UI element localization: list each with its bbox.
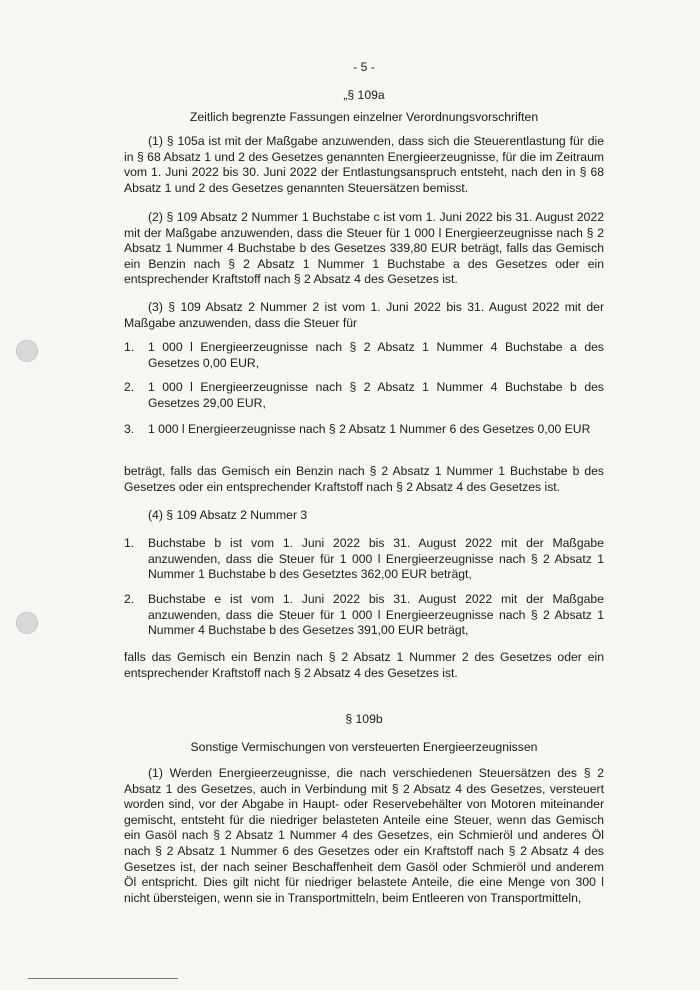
section-title-109a: Zeitlich begrenzte Fassungen einzelner Verordnungsvorschriften	[189, 110, 539, 124]
list-item-text: 1 000 l Energieerzeugnisse nach § 2 Absatz 1 Nummer 4 Buchstabe b des Gesetzes 29,00 EUR,	[148, 380, 604, 410]
paragraph-109a-4-intro: (4) § 109 Absatz 2 Nummer 3	[148, 508, 308, 522]
list-item-number: 2.	[124, 592, 135, 606]
list-item-text: Buchstabe b ist vom 1. Juni 2022 bis 31. August 2022 mit der Maßgabe anzuwenden, dass die Steuer für 1 000 l Energieerzeugnisse nach § 2 Absatz 1 Nummer 1 Buchstabe b des Gesetztes 362,00 EUR beträgt,	[148, 536, 604, 582]
punch-hole	[16, 340, 38, 362]
paragraph-109a-3-outro: beträgt, falls das Gemisch ein Benzin nach § 2 Absatz 1 Nummer 1 Buchstabe b des Gesetzes oder ein entsprechender Kraftstoff nach § 2 Absatz 4 des Gesetzes ist.	[124, 464, 604, 494]
paragraph-109a-4-outro: falls das Gemisch ein Benzin nach § 2 Absatz 1 Nummer 2 des Gesetzes oder ein entsprechender Kraftstoff nach § 2 Absatz 4 des Gesetzes ist.	[124, 650, 604, 680]
section-title-109b: Sonstige Vermischungen von versteuerten Energieerzeugnissen	[190, 740, 538, 754]
list-item-text: Buchstabe e ist vom 1. Juni 2022 bis 31. August 2022 mit der Maßgabe anzuwenden, dass die Steuer für 1 000 l Energieerzeugnisse nach § 2 Absatz 1 Nummer 4 Buchstabe b des Gesetzes 391,00 EUR beträgt,	[148, 592, 604, 638]
list-item-number: 3.	[124, 422, 135, 436]
list-item-number: 1.	[124, 340, 135, 354]
list-item-number: 1.	[124, 536, 135, 550]
scan-edge-line	[28, 978, 178, 979]
paragraph-109a-2: (2) § 109 Absatz 2 Nummer 1 Buchstabe c ist vom 1. Juni 2022 bis 31. August 2022 mit der Maßgabe anzuwenden, dass die Steuer für 1 000 l Energieerzeugnisse nach § 2 Absatz 1 Nummer 4 Buchstabe b des Gesetzes 339,80 EUR beträgt, falls das Gemisch ein Benzin nach § 2 Absatz 1 Nummer 1 Buchstabe a des Gesetzes oder ein entsprechender Kraftstoff nach § 2 Absatz 4 des Gesetzes ist.	[124, 210, 604, 287]
list-item-text: 1 000 l Energieerzeugnisse nach § 2 Absatz 1 Nummer 6 des Gesetzes 0,00 EUR	[148, 422, 591, 436]
punch-hole	[16, 612, 38, 634]
list-item-number: 2.	[124, 380, 135, 394]
page-number: - 5 -	[353, 60, 375, 74]
section-heading-109a: „§ 109a	[343, 88, 385, 102]
paragraph-109b-1: (1) Werden Energieerzeugnisse, die nach verschiedenen Steuersätzen des § 2 Absatz 1 des Gesetzes, auch in Verbindung mit § 2 Absatz 4 des Gesetzes, versteuert worden sind, vor der Abgabe in Haupt- oder Reservebehälter von Motoren miteinander gemischt, entsteht für die niedriger belasteten Anteile eine Steuer, wenn das Gemisch ein Gasöl nach § 2 Absatz 1 Nummer 4 des Gesetzes, ein Schmieröl und anderes Öl nach § 2 Absatz 1 Nummer 6 des Gesetzes oder ein Kraftstoff nach § 2 Absatz 4 des Gesetzes ist, der nach seiner Beschaffenheit dem Gasöl oder Schmieröl und anderem Öl entspricht. Dies gilt nicht für niedriger belastete Anteile, die eine Menge von 300 l nicht übersteigen, wenn sie in Transportmitteln, beim Entleeren von Transportmitteln,	[124, 766, 604, 905]
list-item-text: 1 000 l Energieerzeugnisse nach § 2 Absatz 1 Nummer 4 Buchstabe a des Gesetzes 0,00 EUR,	[148, 340, 604, 370]
paragraph-109a-3-intro: (3) § 109 Absatz 2 Nummer 2 ist vom 1. Juni 2022 bis 31. August 2022 mit der Maßgabe anzuwenden, dass die Steuer für	[124, 300, 604, 330]
paragraph-109a-1: (1) § 105a ist mit der Maßgabe anzuwenden, dass sich die Steuerentlastung für die in § 68 Absatz 1 und 2 des Gesetzes genannten Energieerzeugnisse, für die im Zeitraum vom 1. Juni 2022 bis 30. Juni 2022 der Entlastungsanspruch entsteht, nach den in § 68 Absatz 1 und 2 des Gesetzes genannten Steuersätzen bemisst.	[124, 134, 604, 195]
section-heading-109b: § 109b	[345, 712, 383, 726]
